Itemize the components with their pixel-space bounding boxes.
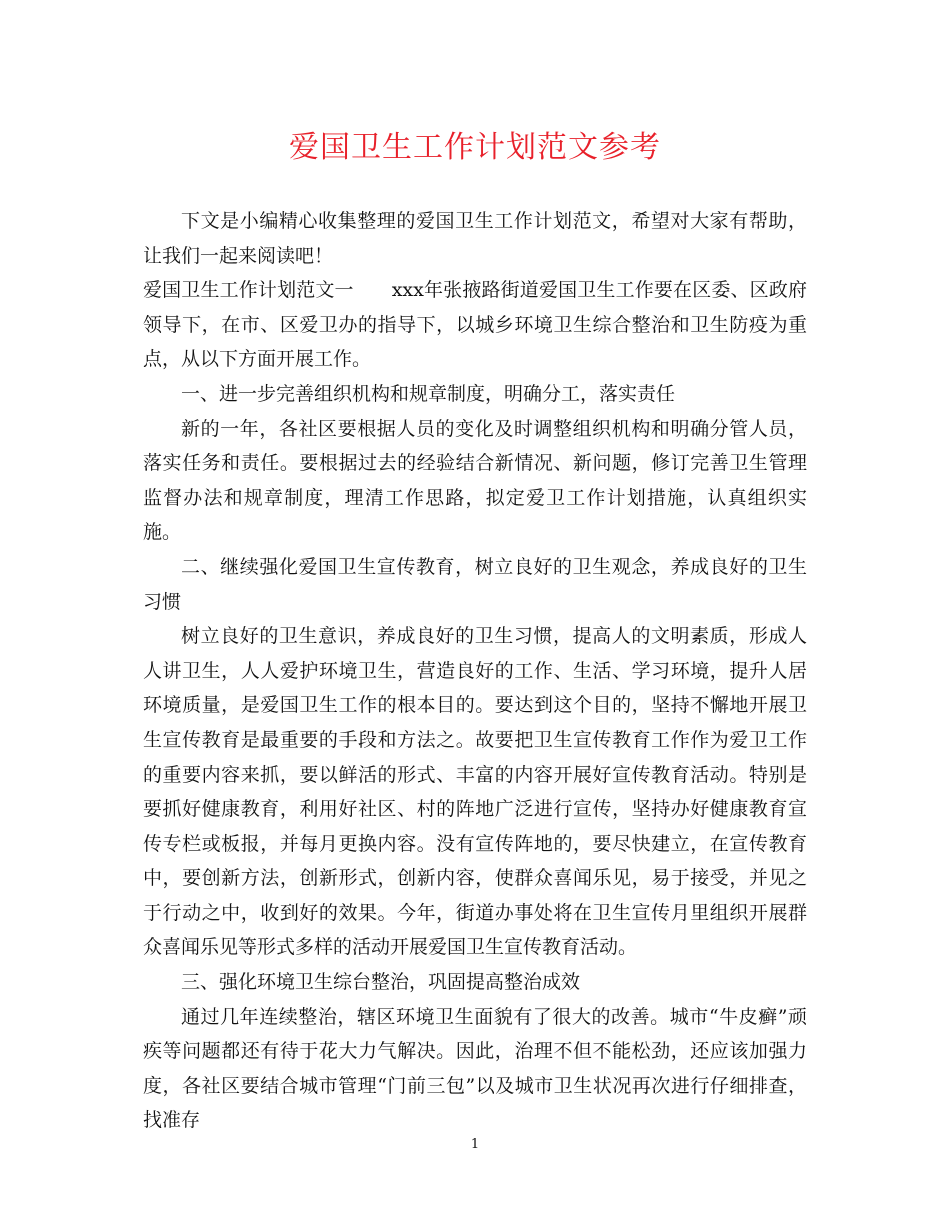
document-body <box>143 204 807 1138</box>
document-title: 爱国卫生工作计划范文参考 <box>289 130 661 165</box>
section-heading-3: 三、强化环境卫生综台整治，巩固提高整治成效 <box>181 971 581 994</box>
intro-paragraph: 下文是小编精心收集整理的爱国卫生工作计划范文，希望对大家有帮助，让我们一起来阅读吧！ <box>143 210 807 267</box>
section-heading-1: 一、进一步完善组织机构和规章制度，明确分工，落实责任 <box>181 382 676 405</box>
section-1-paragraph: 新的一年，各社区要根据人员的变化及时调整组织机构和明确分管人员，落实任务和责任。要根据过去的经验结合新情况、新问题，修订完善卫生管理监督办法和规章制度，理清工作思路，拟定爱卫工作计划措施，认真组织实施。 <box>143 417 807 544</box>
sample-one-label: 爱国卫生工作计划范文一 <box>143 279 354 302</box>
section-heading-2: 二、继续强化爱国卫生宣传教育，树立良好的卫生观念，养成良好的卫生习惯 <box>143 555 807 613</box>
section-3-paragraph: 通过几年连续整治，辖区环境卫生面貌有了很大的改善。城市“牛皮癣”顽疾等问题都还有待于花大力气解决。因此，治理不但不能松劲，还应该加强力度，各社区要结合城市管理“门前三包”以及城市卫生状况再次进行仔细排查，找准存 <box>143 1005 807 1132</box>
page-number: 1 <box>470 1137 480 1152</box>
sample-one-paragraph <box>143 273 807 377</box>
section-2-paragraph: 树立良好的卫生意识，养成良好的卫生习惯，提高人的文明素质，形成人人讲卫生，人人爱护环境卫生，营造良好的工作、生活、学习环境，提升人居环境质量，是爱国卫生工作的根本目的。要达到这个目的，坚持不懈地开展卫生宣传教育是最重要的手段和方法之。故要把卫生宣传教育工作作为爱卫工作的重要内容来抓，要以鲜活的形式、丰富的内容开展好宣传教育活动。特别是要抓好健康教育，利用好社区、村的阵地广泛进行宣传，坚持办好健康教育宣传专栏或板报，并每月更换内容。没有宣传阵地的，要尽快建立，在宣传教育中，要创新方法，创新形式，创新内容，使群众喜闻乐见，易于接受，并见之于行动之中，收到好的效果。今年，街道办事处将在卫生宣传月里组织开展群众喜闻乐见等形式多样的活动开展爱国卫生宣传教育活动。 <box>143 625 807 959</box>
sample-one-text: xxx年张掖路街道爱国卫生工作要在区委、区政府领导下，在市、区爱卫办的指导下，以城乡环境卫生综合整治和卫生防疫为重点，从以下方面开展工作。 <box>143 279 807 371</box>
